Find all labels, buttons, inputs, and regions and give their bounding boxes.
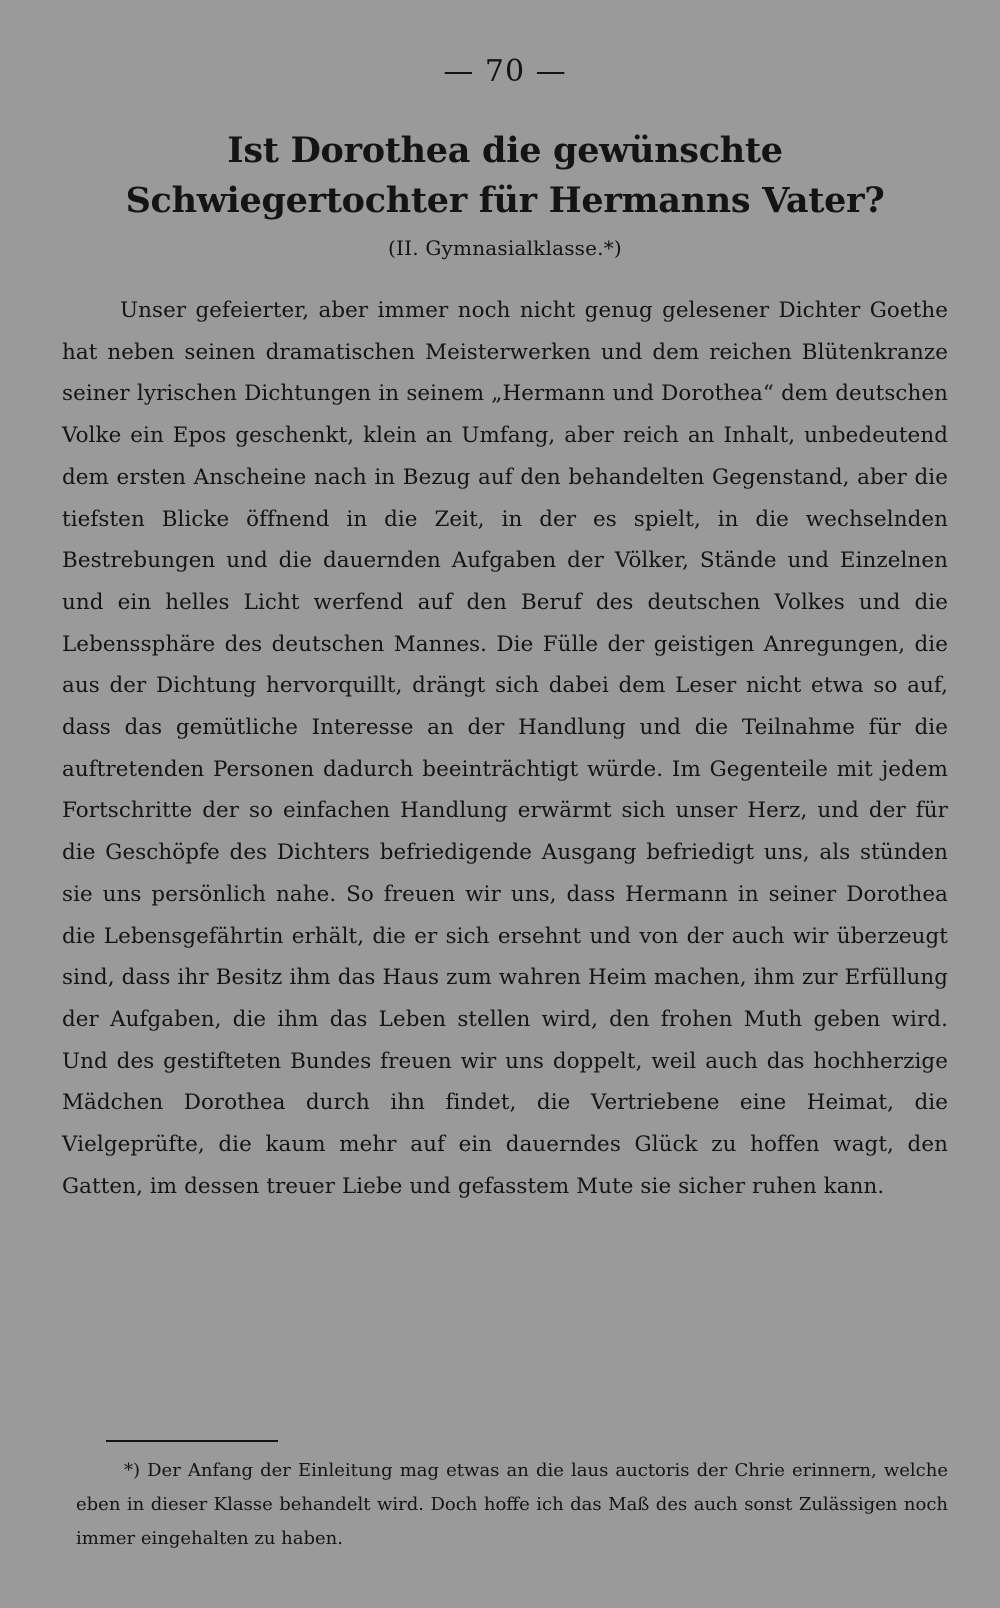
chapter-subtitle: (II. Gymnasialklasse.*) <box>388 236 622 260</box>
book-page <box>62 0 948 1608</box>
chapter-title: Ist Dorothea die gewünschte Schwiegertochter für Hermanns Vater? <box>125 130 885 221</box>
footnote-divider <box>106 1440 278 1442</box>
footnote: *) Der Anfang der Einleitung mag etwas an die laus auctoris der Chrie erinnern, welche eben in dieser Klasse behandelt wird. Doch hoffe ich das Maß des auch sonst Zulässigen noch immer eingehalten zu haben. <box>76 1460 948 1549</box>
page-number: — 70 — <box>443 54 567 89</box>
body-paragraph: Unser gefeierter, aber immer noch nicht genug gelesener Dichter Goethe hat neben seinen dramatischen Meisterwerken und dem reichen Blütenkranze seiner lyrischen Dichtungen in seinem „Hermann und Dorothea“ dem deutschen Volke ein Epos geschenkt, klein an Umfang, aber reich an Inhalt, unbedeutend dem ersten Anscheine nach in Bezug auf den behandelten Gegenstand, aber die tiefsten Blicke öffnend in die Zeit, in der es spielt, in die wechselnden Bestrebungen und die dauernden Aufgaben der Völker, Stände und Einzelnen und ein helles Licht werfend auf den Beruf des deutschen Volkes und die Lebenssphäre des deutschen Mannes. Die Fülle der geistigen Anregungen, die aus der Dichtung hervorquillt, drängt sich dabei dem Leser nicht etwa so auf, dass das gemütliche Interesse an der Handlung und die Teilnahme für die auftretenden Personen dadurch beeinträchtigt würde. Im Gegenteile mit jedem Fortschritte der so einfachen Handlung erwärmt sich unser Herz, und der für die Geschöpfe des Dichters befriedigende Ausgang befriedigt uns, als stünden sie uns persönlich nahe. So freuen wir uns, dass Hermann in seiner Dorothea die Lebensgefährtin erhält, die er sich ersehnt und von der auch wir überzeugt sind, dass ihr Besitz ihm das Haus zum wahren Heim machen, ihm zur Erfüllung der Aufgaben, die ihm das Leben stellen wird, den frohen Muth geben wird. Und des gestifteten Bundes freuen wir uns doppelt, weil auch das hochherzige Mädchen Dorothea durch ihn findet, die Vertriebene eine Heimat, die Vielgeprüfte, die kaum mehr auf ein dauerndes Glück zu hoffen wagt, den Gatten, im dessen treuer Liebe und gefasstem Mute sie sicher ruhen kann. <box>62 298 948 1199</box>
